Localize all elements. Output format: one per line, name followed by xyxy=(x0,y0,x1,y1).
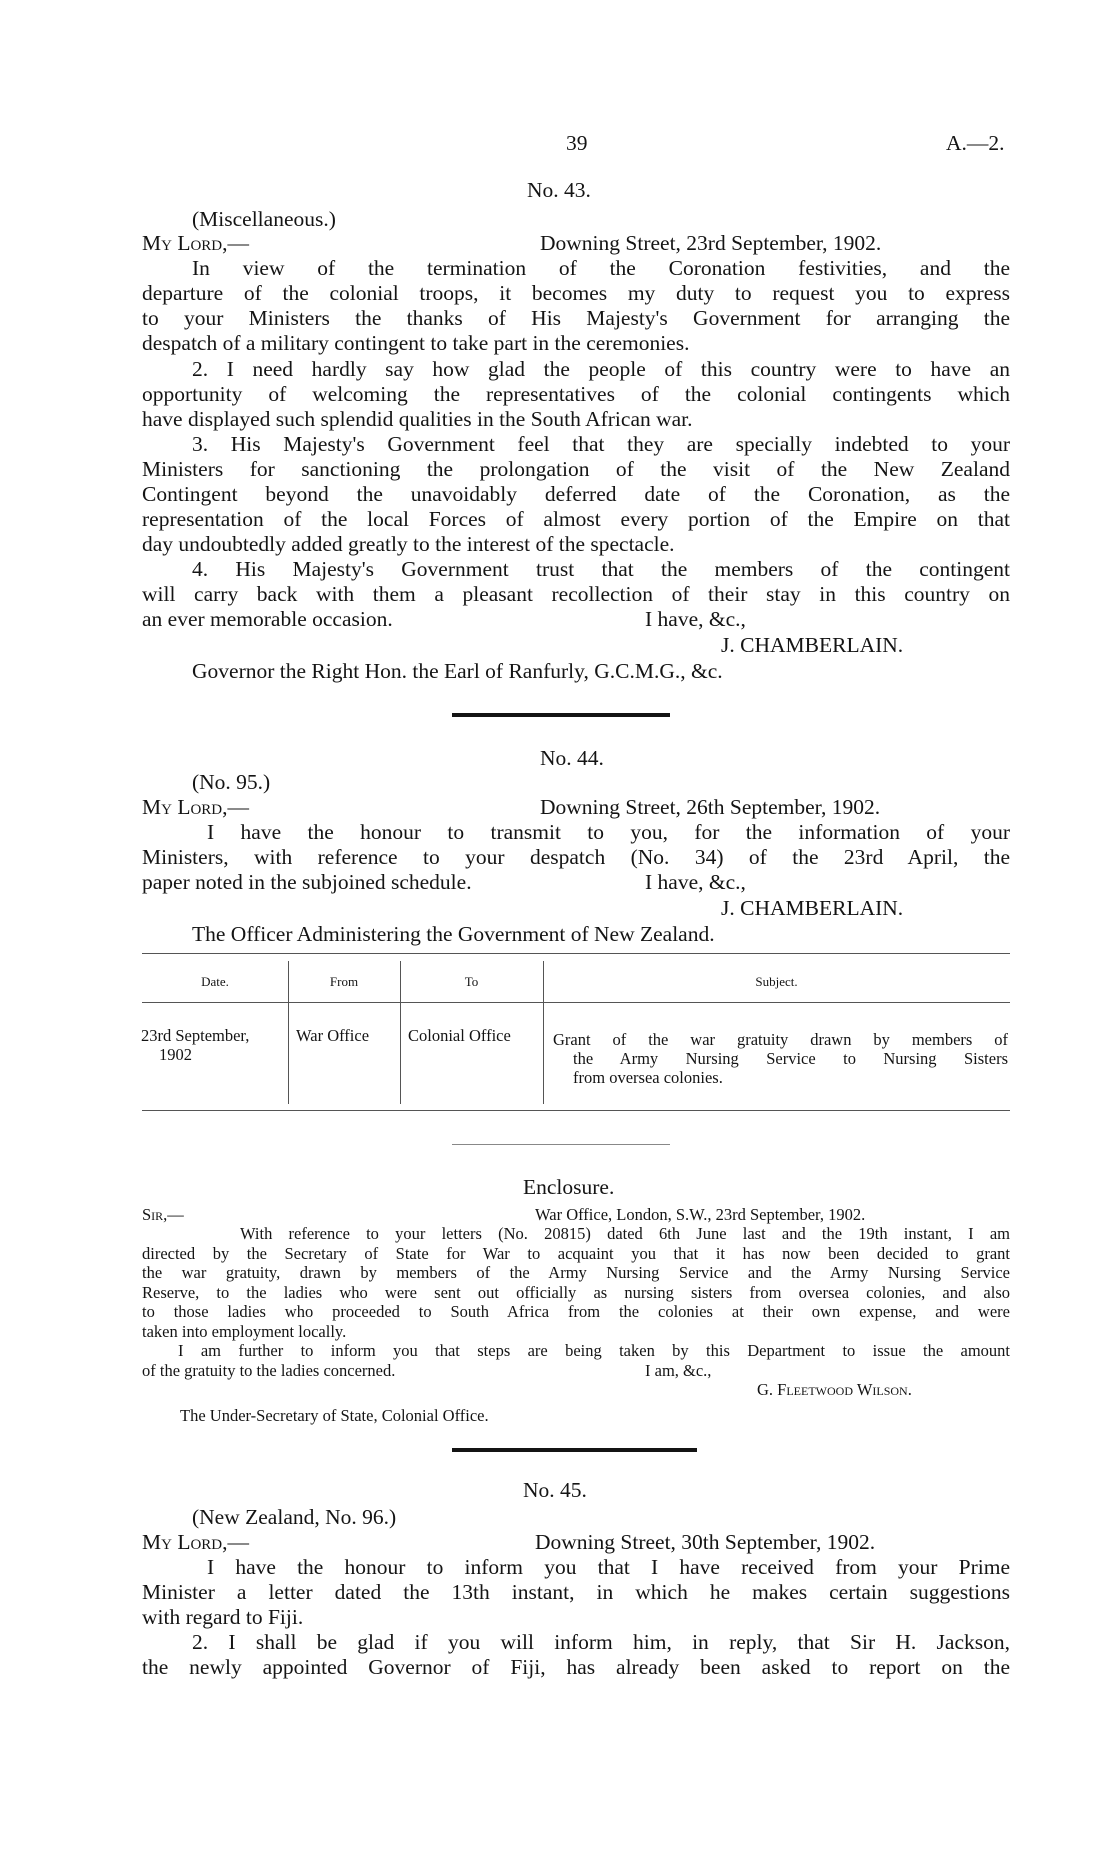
table-header-from: From xyxy=(329,974,359,989)
letter-43-addressee: Governor the Right Hon. the Earl of Ranfurly, G.C.M.G., &c. xyxy=(192,659,723,683)
enclosure-line: taken into employment locally. xyxy=(142,1322,347,1341)
enclosure-line: Reserve, to the ladies who were sent out officially as nursing sisters from oversea colonies, and also xyxy=(142,1283,1010,1302)
letter-44-signature: J. CHAMBERLAIN. xyxy=(721,896,904,920)
letter-44-line: I have the honour to transmit to you, for the information of your xyxy=(207,820,1010,844)
letter-43-salutation: My Lord,— xyxy=(142,231,250,255)
letter-45-line: the newly appointed Governor of Fiji, has already been asked to report on the xyxy=(142,1655,1010,1679)
letter-43-signature: J. CHAMBERLAIN. xyxy=(721,633,904,657)
letter-43-line: 2. I need hardly say how glad the people of this country were to have an xyxy=(192,357,1010,381)
document-reference: A.—2. xyxy=(946,131,1005,155)
letter-45-place-date: Downing Street, 30th September, 1902. xyxy=(535,1530,876,1554)
enclosure-salutation: Sir,— xyxy=(142,1205,184,1224)
table-bottom-rule xyxy=(142,1110,1010,1111)
letter-43-line: an ever memorable occasion. xyxy=(142,607,393,631)
letter-43-closing: I have, &c., xyxy=(645,607,746,631)
letter-45-number: No. 45. xyxy=(523,1478,587,1502)
table-header-to: To xyxy=(464,974,479,989)
letter-43-line: Ministers for sanctioning the prolongation of the visit of the New Zealand xyxy=(142,457,1010,481)
letter-43-number: No. 43. xyxy=(527,178,591,202)
table-header-date: Date. xyxy=(201,974,229,989)
letter-43-line: Contingent beyond the unavoidably deferred date of the Coronation, as the xyxy=(142,482,1010,506)
table-cell-date: 23rd September, xyxy=(141,1026,250,1045)
letter-43-line: In view of the termination of the Coronation festivities, and the xyxy=(192,256,1010,280)
table-cell-date: 1902 xyxy=(159,1045,192,1064)
letter-43-line: have displayed such splendid qualities in the South African war. xyxy=(142,407,693,431)
enclosure-signature: G. Fleetwood Wilson. xyxy=(757,1380,912,1399)
table-top-rule xyxy=(142,953,1010,954)
enclosure-place-date: War Office, London, S.W., 23rd September, 1902. xyxy=(535,1205,866,1224)
page-number: 39 xyxy=(566,131,588,155)
table-header-subject: Subject. xyxy=(755,974,798,989)
letter-43-line: opportunity of welcoming the representatives of the colonial contingents which xyxy=(142,382,1010,406)
section-divider-rule xyxy=(452,1448,697,1452)
table-cell-subject: from oversea colonies. xyxy=(573,1068,723,1087)
enclosure-line: to those ladies who proceeded to South Africa from the colonies at their own expense, and were xyxy=(142,1302,1010,1321)
enclosure-title: Enclosure. xyxy=(523,1175,615,1199)
enclosure-line: With reference to your letters (No. 20815) dated 6th June last and the 19th instant, I am xyxy=(240,1224,1010,1243)
table-cell-subject: Grant of the war gratuity drawn by members of xyxy=(553,1030,1008,1049)
enclosure-closing: I am, &c., xyxy=(645,1361,712,1380)
letter-45-line: Minister a letter dated the 13th instant, in which he makes certain suggestions xyxy=(142,1580,1010,1604)
table-cell-to: Colonial Office xyxy=(408,1026,511,1045)
letter-43-line: representation of the local Forces of almost every portion of the Empire on that xyxy=(142,507,1010,531)
letter-43-place-date: Downing Street, 23rd September, 1902. xyxy=(540,231,882,255)
letter-43-category: (Miscellaneous.) xyxy=(192,207,336,231)
table-cell-from: War Office xyxy=(296,1026,370,1045)
letter-43-line: will carry back with them a pleasant recollection of their stay in this country on xyxy=(142,582,1010,606)
section-divider-rule xyxy=(452,713,670,717)
letter-45-category: (New Zealand, No. 96.) xyxy=(192,1505,397,1529)
enclosure-line: the war gratuity, drawn by members of the Army Nursing Service and the Army Nursing Service xyxy=(142,1263,1010,1282)
enclosure-addressee: The Under-Secretary of State, Colonial Office. xyxy=(180,1406,489,1425)
enclosure-line: of the gratuity to the ladies concerned. xyxy=(142,1361,396,1380)
letter-44-category: (No. 95.) xyxy=(192,770,271,794)
letter-45-line: with regard to Fiji. xyxy=(142,1605,304,1629)
letter-44-place-date: Downing Street, 26th September, 1902. xyxy=(540,795,881,819)
letter-44-line: Ministers, with reference to your despatch (No. 34) of the 23rd April, the xyxy=(142,845,1010,869)
table-cell-subject: the Army Nursing Service to Nursing Sisters xyxy=(573,1049,1008,1068)
enclosure-line: directed by the Secretary of State for War to acquaint you that it has now been decided to grant xyxy=(142,1244,1010,1263)
letter-44-addressee: The Officer Administering the Government of New Zealand. xyxy=(192,922,715,946)
enclosure-line: I am further to inform you that steps are being taken by this Department to issue the amount xyxy=(178,1341,1010,1360)
letter-43-line: 3. His Majesty's Government feel that they are specially indebted to your xyxy=(192,432,1010,456)
letter-44-number: No. 44. xyxy=(540,746,604,770)
letter-43-line: despatch of a military contingent to take part in the ceremonies. xyxy=(142,331,690,355)
letter-43-line: day undoubtedly added greatly to the interest of the spectacle. xyxy=(142,532,675,556)
letter-43-line: departure of the colonial troops, it becomes my duty to request you to express xyxy=(142,281,1010,305)
letter-45-line: 2. I shall be glad if you will inform him, in reply, that Sir H. Jackson, xyxy=(192,1630,1010,1654)
letter-44-line: paper noted in the subjoined schedule. xyxy=(142,870,472,894)
letter-44-salutation: My Lord,— xyxy=(142,795,250,819)
letter-44-closing: I have, &c., xyxy=(645,870,746,894)
letter-45-salutation: My Lord,— xyxy=(142,1530,250,1554)
letter-43-line: to your Ministers the thanks of His Majesty's Government for arranging the xyxy=(142,306,1010,330)
letter-43-line: 4. His Majesty's Government trust that the members of the contingent xyxy=(192,557,1010,581)
enclosure-divider-rule xyxy=(452,1144,670,1145)
letter-45-line: I have the honour to inform you that I have received from your Prime xyxy=(207,1555,1010,1579)
table-header-rule xyxy=(142,1002,1010,1003)
